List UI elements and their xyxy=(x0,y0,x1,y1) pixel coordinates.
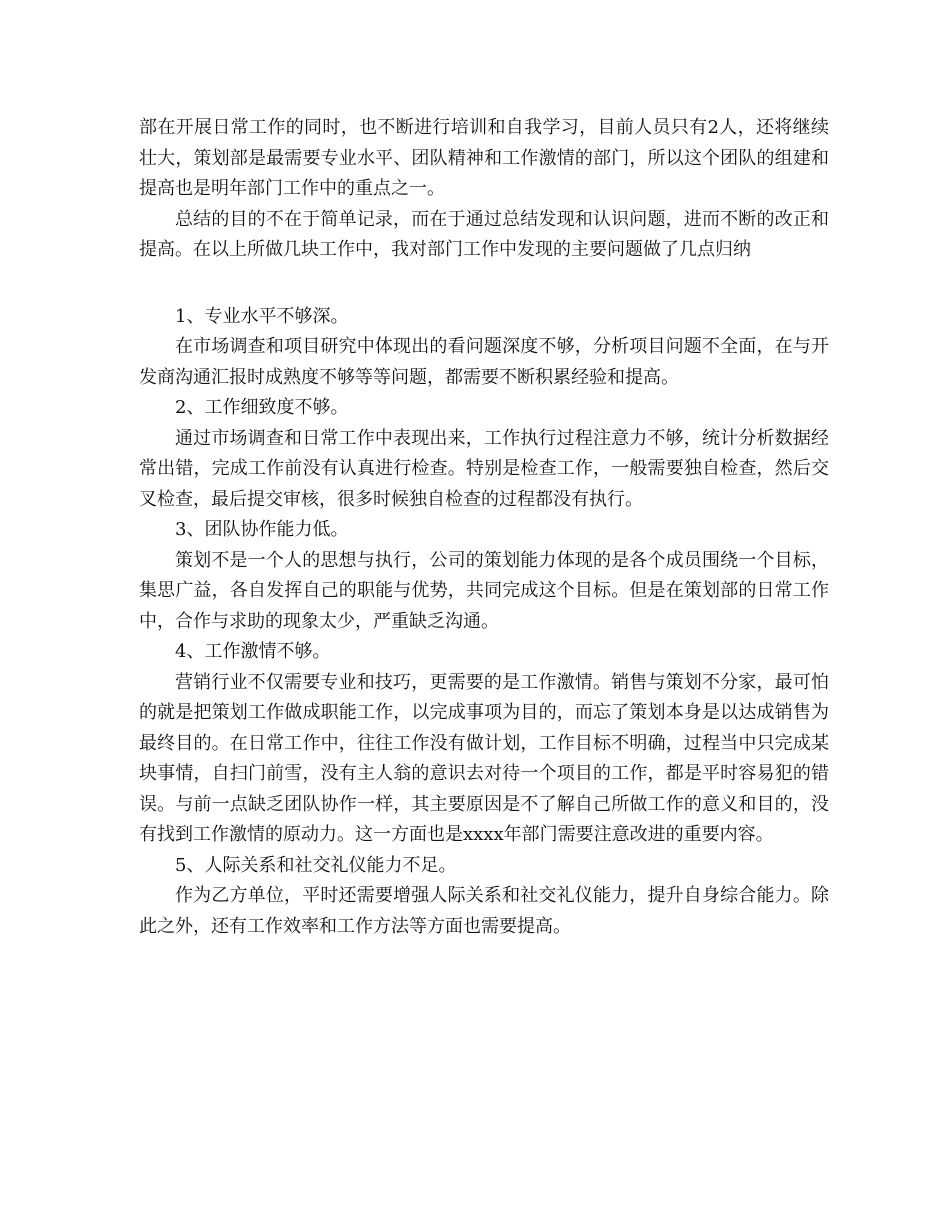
heading-issue-5: 5、人际关系和社交礼仪能力不足。 xyxy=(175,854,457,876)
paragraph-issue-1: 在市场调查和项目研究中体现出的看问题深度不够，分析项目问题不全面，在与开发商沟通汇报时成熟度不够等等问题，都需要不断积累经验和提高。 xyxy=(139,336,829,388)
paragraph-team-continuation: 部在开展日常工作的同时，也不断进行培训和自我学习，目前人员只有2人，还将继续壮大，策划部是最需要专业水平、团队精神和工作激情的部门，所以这个团队的组建和提高也是明年部门工作中的重点之一。 xyxy=(139,117,829,199)
heading-issue-1: 1、专业水平不够深。 xyxy=(175,305,349,327)
heading-issue-3: 3、团队协作能力低。 xyxy=(175,519,349,540)
paragraph-issue-5: 作为乙方单位，平时还需要增强人际关系和社交礼仪能力，提升自身综合能力。除此之外，还有工作效率和工作方法等方面也需要提高。 xyxy=(139,885,829,937)
document-page xyxy=(139,113,829,942)
paragraph-summary-purpose: 总结的目的不在于简单记录，而在于通过总结发现和认识问题，进而不断的改正和提高。在以上所做几块工作中，我对部门工作中发现的主要问题做了几点归纳 xyxy=(139,208,829,260)
heading-issue-2: 2、工作细致度不够。 xyxy=(175,397,349,418)
paragraph-issue-2: 通过市场调查和日常工作中表现出来，工作执行过程注意力不够，统计分析数据经常出错，完成工作前没有认真进行检查。特别是检查工作，一般需要独自检查，然后交叉检查，最后提交审核，很多时候独自检查的过程都没有执行。 xyxy=(139,427,829,510)
paragraph-issue-3: 策划不是一个人的思想与执行，公司的策划能力体现的是各个成员围绕一个目标，集思广益，各自发挥自己的职能与优势，共同完成这个目标。但是在策划部的日常工作中，合作与求助的现象太少，严重缺乏沟通。 xyxy=(139,549,829,632)
paragraph-gap xyxy=(139,266,829,302)
paragraph-issue-4: 营销行业不仅需要专业和技巧，更需要的是工作激情。销售与策划不分家，最可怕的就是把策划工作做成职能工作，以完成事项为目的，而忘了策划本身是以达成销售为最终目的。在日常工作中，往往工作没有做计划，工作目标不明确，过程当中只完成某块事情，自扫门前雪，没有主人翁的意识去对待一个项目的工作，都是平时容易犯的错误。与前一点缺乏团队协作一样，其主要原因是不了解自己所做工作的意义和目的，没有找到工作激情的原动力。这一方面也是xxxx年部门需要注意改进的重要内容。 xyxy=(139,671,829,845)
heading-issue-4: 4、工作激情不够。 xyxy=(175,641,331,662)
